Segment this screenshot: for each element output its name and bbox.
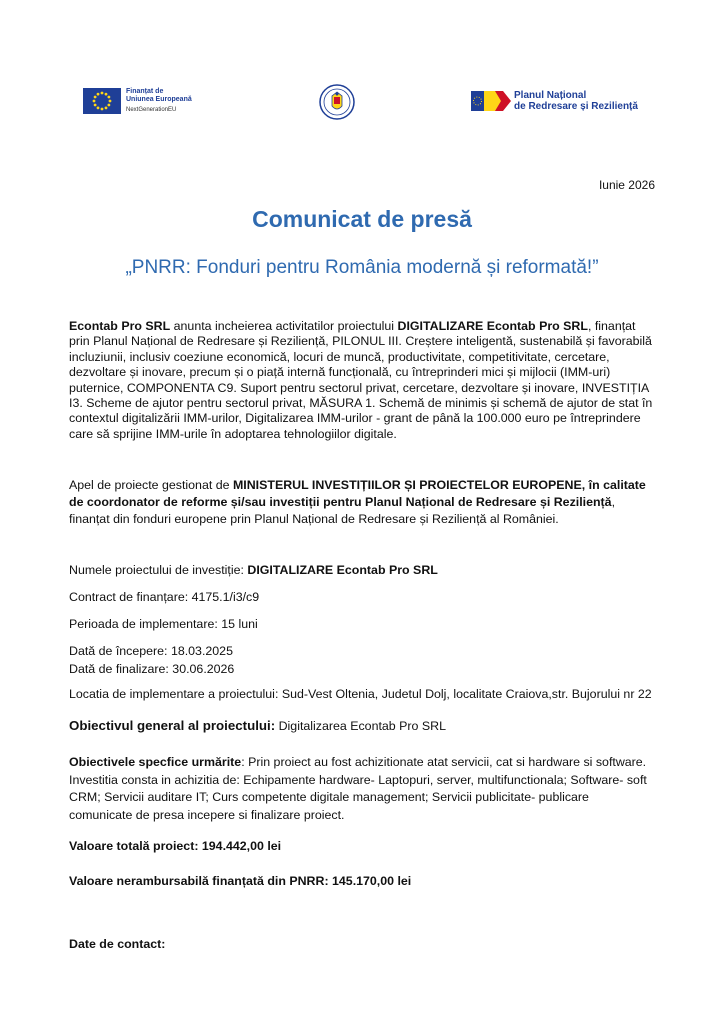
- general-objective-line: [69, 718, 655, 734]
- project-name-label: Numele proiectului de investiție:: [69, 563, 248, 577]
- ministry-paragraph: [69, 477, 655, 528]
- eu-text-line1: Finanțat de: [126, 88, 164, 95]
- eu-text-line2: Uniunea Europeană: [126, 96, 192, 103]
- pnrr-flag-icon: [471, 90, 511, 112]
- total-value-line: Valoare totală proiect: 194.442,00 lei: [69, 839, 282, 853]
- period-line: Perioada de implementare: 15 luni: [69, 617, 258, 631]
- ministry-name: MINISTERUL INVESTIȚIILOR ȘI PROIECTELOR EUROPENE, în calitate de coordonator de reforme și/sau investiții pentru Planul Național de Redresare și Reziliență: [69, 478, 646, 509]
- specific-objectives-value: : Prin proiect au fost achizitionate atat servicii, cat si hardware si software. Investitia consta in achizitia de: Echipamente hardware‐ Laptopuri, server, multifunctionala; Software‐ soft CRM; Servicii auditare IT; Curs competente digitale management; Servicii publicitate‐ publicare comunicate de presa incepere si finalizare proiect.: [69, 755, 647, 822]
- ministry-text-2: , finanțat din fonduri europene prin Planul Național de Redresare și Reziliență al României.: [69, 495, 616, 526]
- specific-objectives-paragraph: [69, 754, 655, 824]
- page-title: Comunicat de presă: [252, 206, 472, 232]
- general-objective-label: Obiectivul general al proiectului:: [69, 718, 276, 733]
- start-date-line: Dată de începere: 18.03.2025: [69, 644, 233, 658]
- project-name: DIGITALIZARE Econtab Pro SRL: [397, 319, 588, 333]
- intro-text-2: , finanțat prin Planul Național de Redresare și Reziliență, PILONUL III. Creștere inteligentă, sustenabilă și favorabilă incluziunii, inclusiv coeziune economică, locuri de muncă, productivitate, competitivitate, cercetare, dezvoltare și inovare, precum și o piață internă funcțională, cu întreprinderi mici și mijlocii (IMM-uri) puternice, COMPONENTA C9. Suport pentru sectorul privat, cercetare, dezvoltare și inovare, INVESTIȚIA I3. Scheme de ajutor pentru sectorul privat, MĂSURA 1. Schemă de minimis și schemă de ajutor de stat în contextul digitalizării IMM-urilor, Digitalizarea IMM-urilor - grant de până la 100.000 euro pe întreprindere care să sprijine IMM-urile în adoptarea tehnologiilor digitale.: [69, 319, 653, 441]
- eu-text-sub: NextGenerationEU: [126, 107, 177, 113]
- eu-logo-text: [126, 88, 192, 104]
- end-date-line: Dată de finalizare: 30.06.2026: [69, 662, 235, 676]
- pnrr-logo: [471, 86, 661, 116]
- page-subtitle: „PNRR: Fonduri pentru România modernă și reformată!”: [125, 257, 599, 278]
- pnrr-text-line1: Planul Național: [514, 90, 587, 101]
- contact-heading: Date de contact:: [69, 937, 166, 951]
- romanian-government-seal-icon: [319, 84, 355, 120]
- pnrr-logo-text: [514, 90, 638, 112]
- eu-flag-icon: [83, 88, 121, 114]
- ministry-text-1: Apel de proiecte gestionat de: [69, 478, 233, 492]
- project-name-value: DIGITALIZARE Econtab Pro SRL: [247, 563, 438, 577]
- company-name: Econtab Pro SRL: [69, 319, 171, 333]
- pnrr-text-line2: de Redresare și Reziliență: [514, 101, 638, 112]
- intro-paragraph: [69, 319, 655, 442]
- nonrefundable-value-line: Valoare nerambursabilă finanțată din PNRR: 145.170,00 lei: [69, 874, 412, 888]
- document-date: Iunie 2026: [598, 178, 655, 192]
- intro-text-1: anunta incheierea activitatilor proiectului: [170, 319, 398, 333]
- eu-funding-logo: [83, 88, 203, 118]
- project-name-line: [69, 563, 655, 578]
- contract-line: Contract de finanțare: 4175.1/i3/c9: [69, 590, 260, 604]
- specific-objectives-label: Obiectivele specfice urmărite: [69, 755, 242, 769]
- general-objective-value: Digitalizarea Econtab Pro SRL: [275, 719, 446, 733]
- location-line: Locatia de implementare a proiectului: Sud-Vest Oltenia, Judetul Dolj, localitate Craiova,str. Bujorului nr 22: [69, 687, 652, 701]
- header-logos: [0, 0, 724, 130]
